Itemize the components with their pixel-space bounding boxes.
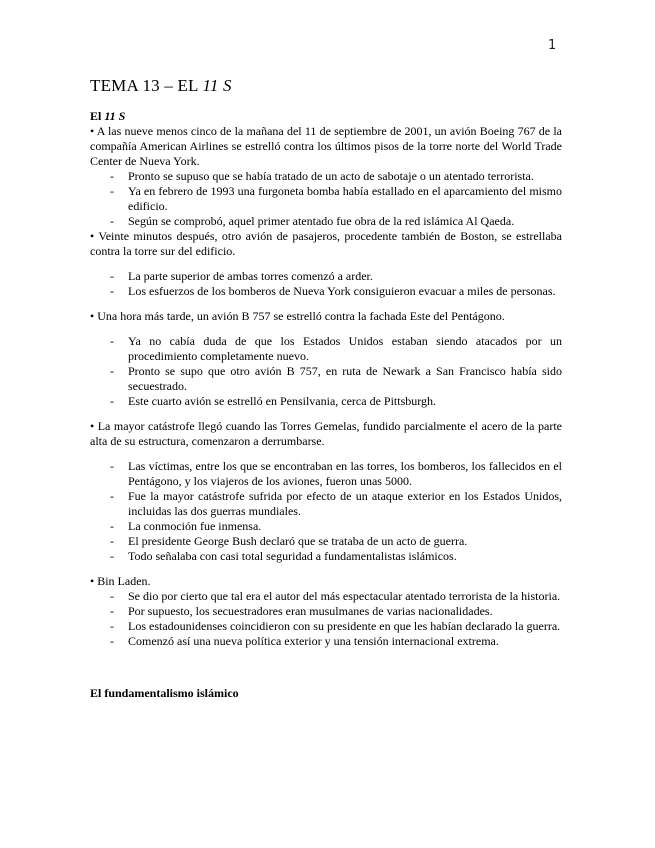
paragraph-2: • Veinte minutos después, otro avión de pasajeros, procedente también de Boston, se estrellaba contra la torre sur del edificio.	[90, 229, 562, 258]
list-item: - Pronto se supuso que se había tratado de un acto de sabotaje o un atentado terrorista.	[90, 169, 562, 184]
title-italic: 11 S	[202, 76, 232, 95]
section-2-title: El fundamentalismo islámico	[90, 686, 239, 700]
list-item: - El presidente George Bush declaró que se trataba de un acto de guerra.	[90, 534, 562, 549]
title-prefix: TEMA 13 – EL	[90, 76, 203, 95]
list-item: - Se dio por cierto que tal era el autor del más espectacular atentado terrorista de la historia.	[90, 589, 562, 604]
section-title	[90, 109, 562, 124]
list-2	[90, 269, 562, 299]
list-item: - Pronto se supo que otro avión B 757, en ruta de Newark a San Francisco había sido secuestrado.	[90, 364, 562, 394]
list-5	[90, 589, 562, 649]
list-item: - Por supuesto, los secuestradores eran musulmanes de varias nacionalidades.	[90, 604, 562, 619]
paragraph-3: • Una hora más tarde, un avión B 757 se estrelló contra la fachada Este del Pentágono.	[90, 309, 505, 323]
list-item: - La parte superior de ambas torres comenzó a arder.	[90, 269, 562, 284]
section-title-prefix: El	[90, 109, 105, 123]
list-item: - Comenzó así una nueva política exterior y una tensión internacional extrema.	[90, 634, 562, 649]
list-item: - Fue la mayor catástrofe sufrida por efecto de un ataque exterior en los Estados Unidos, incluidas las dos guerras mundiales.	[90, 489, 562, 519]
list-1	[90, 169, 562, 229]
list-item: - La conmoción fue inmensa.	[90, 519, 562, 534]
document-body	[90, 76, 562, 701]
list-item: - Según se comprobó, aquel primer atentado fue obra de la red islámica Al Qaeda.	[90, 214, 562, 229]
paragraph-5: • Bin Laden.	[90, 574, 151, 588]
list-item: - Todo señalaba con casi total seguridad a fundamentalistas islámicos.	[90, 549, 562, 564]
list-item: - Los esfuerzos de los bomberos de Nueva York consiguieron evacuar a miles de personas.	[90, 284, 562, 299]
list-item: - Los estadounidenses coincidieron con su presidente en que les habían declarado la guerra.	[90, 619, 562, 634]
list-item: - Ya no cabía duda de que los Estados Unidos estaban siendo atacados por un procedimiento completamente nuevo.	[90, 334, 562, 364]
page-number: 1	[548, 38, 557, 53]
section-title-italic: 11 S	[104, 109, 126, 123]
page-title	[90, 76, 562, 96]
paragraph-1: • A las nueve menos cinco de la mañana del 11 de septiembre de 2001, un avión Boeing 767 de la compañía American Airlines se estrelló contra los últimos pisos de la torre norte del World Trade Center de Nueva York.	[90, 124, 562, 168]
paragraph-4: • La mayor catástrofe llegó cuando las Torres Gemelas, fundido parcialmente el acero de la parte alta de su estructura, comenzaron a derrumbarse.	[90, 419, 562, 448]
list-item: - Este cuarto avión se estrelló en Pensilvania, cerca de Pittsburgh.	[90, 394, 562, 409]
list-4	[90, 459, 562, 564]
list-item: - Ya en febrero de 1993 una furgoneta bomba había estallado en el aparcamiento del mismo edificio.	[90, 184, 562, 214]
list-item: - Las víctimas, entre los que se encontraban en las torres, los bomberos, los fallecidos en el Pentágono, y los viajeros de los aviones, fueron unas 5000.	[90, 459, 562, 489]
list-3	[90, 334, 562, 409]
